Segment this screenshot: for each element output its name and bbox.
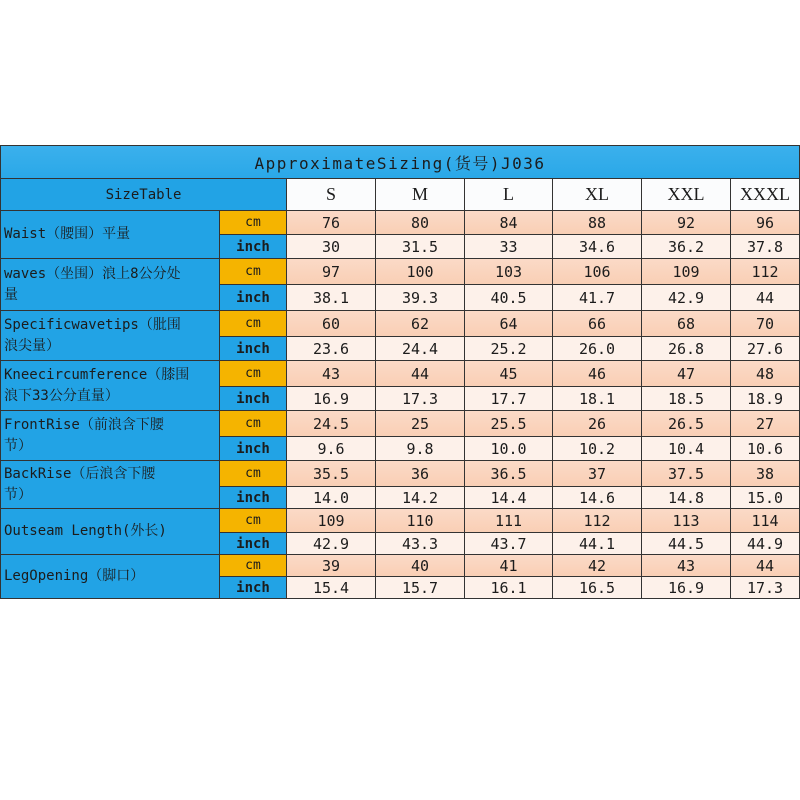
value-inch-m: 31.5 xyxy=(376,235,465,259)
value-inch-xxxl: 37.8 xyxy=(731,235,800,259)
value-cm-m: 44 xyxy=(376,361,465,387)
value-cm-m: 110 xyxy=(376,509,465,533)
value-inch-xl: 34.6 xyxy=(553,235,642,259)
measurement-label: FrontRise（前浪含下腰 节） xyxy=(1,411,220,461)
value-cm-l: 103 xyxy=(465,259,553,285)
value-inch-l: 14.4 xyxy=(465,487,553,509)
value-cm-xxxl: 44 xyxy=(731,555,800,577)
unit-inch-cell: inch xyxy=(220,577,287,599)
value-cm-s: 39 xyxy=(287,555,376,577)
value-cm-xl: 112 xyxy=(553,509,642,533)
unit-inch-cell: inch xyxy=(220,387,287,411)
value-inch-s: 9.6 xyxy=(287,437,376,461)
value-cm-xxl: 37.5 xyxy=(642,461,731,487)
unit-inch-cell: inch xyxy=(220,235,287,259)
value-cm-s: 35.5 xyxy=(287,461,376,487)
measurement-label: LegOpening（脚口） xyxy=(1,555,220,599)
value-cm-xxl: 92 xyxy=(642,211,731,235)
value-inch-xxl: 44.5 xyxy=(642,533,731,555)
value-inch-xl: 16.5 xyxy=(553,577,642,599)
value-cm-xxxl: 48 xyxy=(731,361,800,387)
value-inch-l: 17.7 xyxy=(465,387,553,411)
value-inch-xxxl: 15.0 xyxy=(731,487,800,509)
value-cm-l: 84 xyxy=(465,211,553,235)
unit-inch-cell: inch xyxy=(220,533,287,555)
unit-cm-cell: cm xyxy=(220,555,287,577)
value-cm-xl: 106 xyxy=(553,259,642,285)
value-cm-m: 25 xyxy=(376,411,465,437)
value-inch-xl: 44.1 xyxy=(553,533,642,555)
value-inch-xxl: 42.9 xyxy=(642,285,731,311)
size-header-xl: XL xyxy=(553,179,642,211)
value-inch-m: 43.3 xyxy=(376,533,465,555)
value-cm-xl: 26 xyxy=(553,411,642,437)
value-cm-m: 40 xyxy=(376,555,465,577)
measurement-label: Outseam Length(外长) xyxy=(1,509,220,555)
value-cm-l: 41 xyxy=(465,555,553,577)
measurement-label: Specificwavetips（肶围 浪尖量） xyxy=(1,311,220,361)
value-cm-l: 45 xyxy=(465,361,553,387)
value-cm-xxl: 26.5 xyxy=(642,411,731,437)
value-inch-xxl: 26.8 xyxy=(642,337,731,361)
value-inch-xxl: 10.4 xyxy=(642,437,731,461)
value-cm-xxxl: 70 xyxy=(731,311,800,337)
value-inch-m: 14.2 xyxy=(376,487,465,509)
value-inch-xl: 18.1 xyxy=(553,387,642,411)
value-inch-s: 15.4 xyxy=(287,577,376,599)
value-inch-m: 24.4 xyxy=(376,337,465,361)
value-cm-xl: 66 xyxy=(553,311,642,337)
value-cm-s: 97 xyxy=(287,259,376,285)
value-inch-l: 25.2 xyxy=(465,337,553,361)
unit-cm-cell: cm xyxy=(220,509,287,533)
size-header-s: S xyxy=(287,179,376,211)
value-inch-xxxl: 17.3 xyxy=(731,577,800,599)
table-title: ApproximateSizing(货号)J036 xyxy=(1,146,800,179)
value-cm-s: 76 xyxy=(287,211,376,235)
value-inch-l: 43.7 xyxy=(465,533,553,555)
value-inch-xxxl: 27.6 xyxy=(731,337,800,361)
value-inch-s: 16.9 xyxy=(287,387,376,411)
unit-inch-cell: inch xyxy=(220,285,287,311)
unit-cm-cell: cm xyxy=(220,311,287,337)
value-cm-m: 100 xyxy=(376,259,465,285)
value-cm-m: 36 xyxy=(376,461,465,487)
value-cm-xxxl: 114 xyxy=(731,509,800,533)
measurement-label: Waist（腰围）平量 xyxy=(1,211,220,259)
value-inch-m: 9.8 xyxy=(376,437,465,461)
unit-inch-cell: inch xyxy=(220,487,287,509)
value-cm-l: 25.5 xyxy=(465,411,553,437)
unit-cm-cell: cm xyxy=(220,461,287,487)
measurement-label: BackRise（后浪含下腰 节） xyxy=(1,461,220,509)
size-header-xxxl: XXXL xyxy=(731,179,800,211)
value-cm-l: 64 xyxy=(465,311,553,337)
size-header-l: L xyxy=(465,179,553,211)
unit-cm-cell: cm xyxy=(220,259,287,285)
value-inch-s: 42.9 xyxy=(287,533,376,555)
measurement-label: Kneecircumference（膝围 浪下33公分直量） xyxy=(1,361,220,411)
value-inch-s: 14.0 xyxy=(287,487,376,509)
value-inch-xxl: 36.2 xyxy=(642,235,731,259)
value-inch-xxxl: 10.6 xyxy=(731,437,800,461)
value-inch-xxxl: 18.9 xyxy=(731,387,800,411)
value-cm-m: 62 xyxy=(376,311,465,337)
size-header-xxl: XXL xyxy=(642,179,731,211)
value-inch-s: 38.1 xyxy=(287,285,376,311)
value-cm-s: 24.5 xyxy=(287,411,376,437)
value-cm-xxl: 113 xyxy=(642,509,731,533)
value-inch-m: 39.3 xyxy=(376,285,465,311)
value-cm-s: 60 xyxy=(287,311,376,337)
value-inch-xl: 41.7 xyxy=(553,285,642,311)
unit-cm-cell: cm xyxy=(220,361,287,387)
size-chart-table xyxy=(0,145,800,599)
value-cm-xxxl: 112 xyxy=(731,259,800,285)
value-inch-xxxl: 44.9 xyxy=(731,533,800,555)
value-inch-xxxl: 44 xyxy=(731,285,800,311)
size-table-label: SizeTable xyxy=(1,179,287,211)
value-inch-xxl: 16.9 xyxy=(642,577,731,599)
value-cm-xl: 46 xyxy=(553,361,642,387)
value-cm-l: 111 xyxy=(465,509,553,533)
value-cm-xl: 42 xyxy=(553,555,642,577)
value-inch-m: 17.3 xyxy=(376,387,465,411)
unit-inch-cell: inch xyxy=(220,437,287,461)
value-cm-xxl: 47 xyxy=(642,361,731,387)
value-cm-s: 109 xyxy=(287,509,376,533)
value-cm-xxl: 68 xyxy=(642,311,731,337)
value-inch-xl: 10.2 xyxy=(553,437,642,461)
value-inch-l: 16.1 xyxy=(465,577,553,599)
value-cm-xl: 37 xyxy=(553,461,642,487)
value-inch-xl: 14.6 xyxy=(553,487,642,509)
value-cm-xxl: 109 xyxy=(642,259,731,285)
value-cm-xl: 88 xyxy=(553,211,642,235)
value-cm-xxxl: 38 xyxy=(731,461,800,487)
value-inch-s: 30 xyxy=(287,235,376,259)
value-inch-l: 40.5 xyxy=(465,285,553,311)
unit-cm-cell: cm xyxy=(220,211,287,235)
measurement-label: waves（坐围）浪上8公分处 量 xyxy=(1,259,220,311)
value-inch-l: 33 xyxy=(465,235,553,259)
value-inch-xl: 26.0 xyxy=(553,337,642,361)
value-cm-xxxl: 96 xyxy=(731,211,800,235)
value-inch-xxl: 14.8 xyxy=(642,487,731,509)
value-cm-l: 36.5 xyxy=(465,461,553,487)
value-cm-xxl: 43 xyxy=(642,555,731,577)
value-inch-l: 10.0 xyxy=(465,437,553,461)
value-cm-xxxl: 27 xyxy=(731,411,800,437)
value-cm-m: 80 xyxy=(376,211,465,235)
unit-cm-cell: cm xyxy=(220,411,287,437)
value-inch-xxl: 18.5 xyxy=(642,387,731,411)
size-header-m: M xyxy=(376,179,465,211)
value-inch-m: 15.7 xyxy=(376,577,465,599)
unit-inch-cell: inch xyxy=(220,337,287,361)
value-inch-s: 23.6 xyxy=(287,337,376,361)
value-cm-s: 43 xyxy=(287,361,376,387)
